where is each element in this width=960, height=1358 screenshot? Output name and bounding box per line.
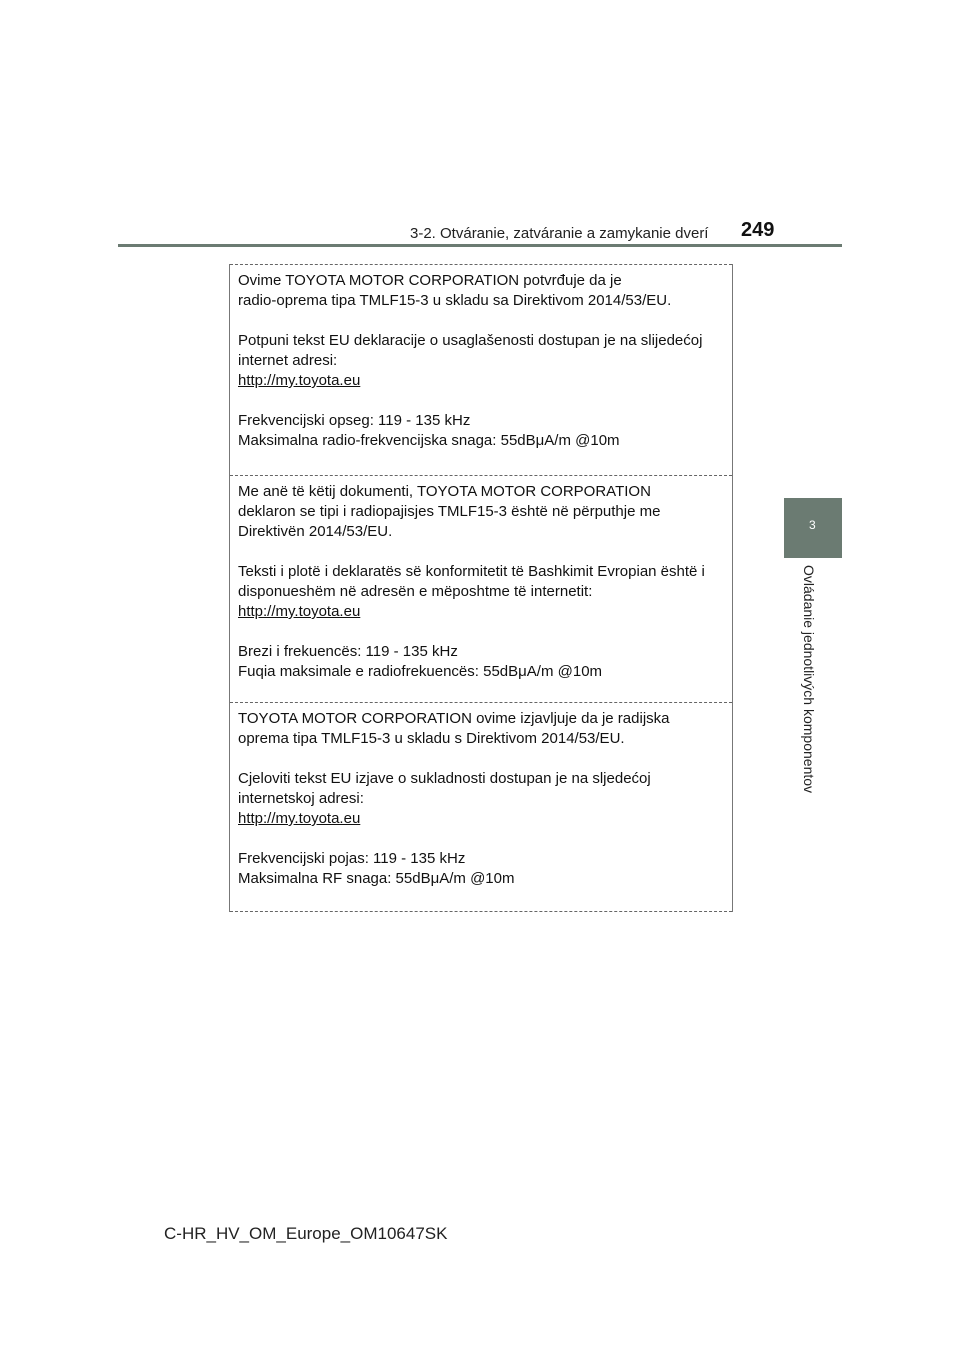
decl-text: oprema tipa TMLF15-3 u skladu s Direktivom 2014/53/EU. xyxy=(238,730,625,747)
chapter-title: Ovládanie jednotlivých komponentov xyxy=(801,565,817,794)
page-number: 249 xyxy=(741,219,775,241)
decl-text: Ovime TOYOTA MOTOR CORPORATION potvrđuje da je xyxy=(238,272,622,289)
decl-text: TOYOTA MOTOR CORPORATION ovime izjavljuje da je radijska xyxy=(238,710,670,727)
decl-text: Frekvencijski opseg: 119 - 135 kHz xyxy=(238,412,471,429)
decl-text: internet adresi: xyxy=(238,352,338,369)
chapter-tab xyxy=(784,498,842,558)
decl-text: Direktivën 2014/53/EU. xyxy=(238,523,393,540)
declaration-box xyxy=(229,264,733,912)
decl-text: deklaron se tipi i radiopajisjes TMLF15-3 është në përputhje me xyxy=(238,503,661,520)
decl-text: Me anë të këtij dokumenti, TOYOTA MOTOR CORPORATION xyxy=(238,483,651,500)
document-id: C-HR_HV_OM_Europe_OM10647SK xyxy=(164,1224,448,1243)
decl-text: Cjeloviti tekst EU izjave o sukladnosti dostupan je na sljedećoj xyxy=(238,770,651,787)
decl-text: Potpuni tekst EU deklaracije o usaglašenosti dostupan je na slijedećoj xyxy=(238,332,703,349)
decl-text: Maksimalna radio-frekvencijska snaga: 55dBμA/m @10m xyxy=(238,432,620,449)
decl-text: radio-oprema tipa TMLF15-3 u skladu sa Direktivom 2014/53/EU. xyxy=(238,292,672,309)
decl-text: Fuqia maksimale e radiofrekuencës: 55dBμA/m @10m xyxy=(238,663,603,680)
section-title: 3-2. Otváranie, zatváranie a zamykanie dverí xyxy=(410,225,709,242)
declaration-url: http://my.toyota.eu xyxy=(238,372,361,389)
decl-text: disponueshëm në adresën e mëposhtme të internetit: xyxy=(238,583,593,600)
decl-text: Brezi i frekuencës: 119 - 135 kHz xyxy=(238,643,458,660)
decl-text: Frekvencijski pojas: 119 - 135 kHz xyxy=(238,850,466,867)
declaration-url: http://my.toyota.eu xyxy=(238,603,361,620)
declaration-bosnian xyxy=(230,702,732,912)
decl-text: internetskoj adresi: xyxy=(238,790,364,807)
decl-text: Teksti i plotë i deklaratës së konformitetit të Bashkimit Evropian është i xyxy=(238,563,705,580)
declaration-url: http://my.toyota.eu xyxy=(238,810,361,827)
decl-text: Maksimalna RF snaga: 55dBμA/m @10m xyxy=(238,870,515,887)
header-divider xyxy=(118,244,842,247)
declaration-croatian xyxy=(230,264,732,475)
chapter-number: 3 xyxy=(809,518,816,532)
declaration-albanian xyxy=(230,475,732,702)
